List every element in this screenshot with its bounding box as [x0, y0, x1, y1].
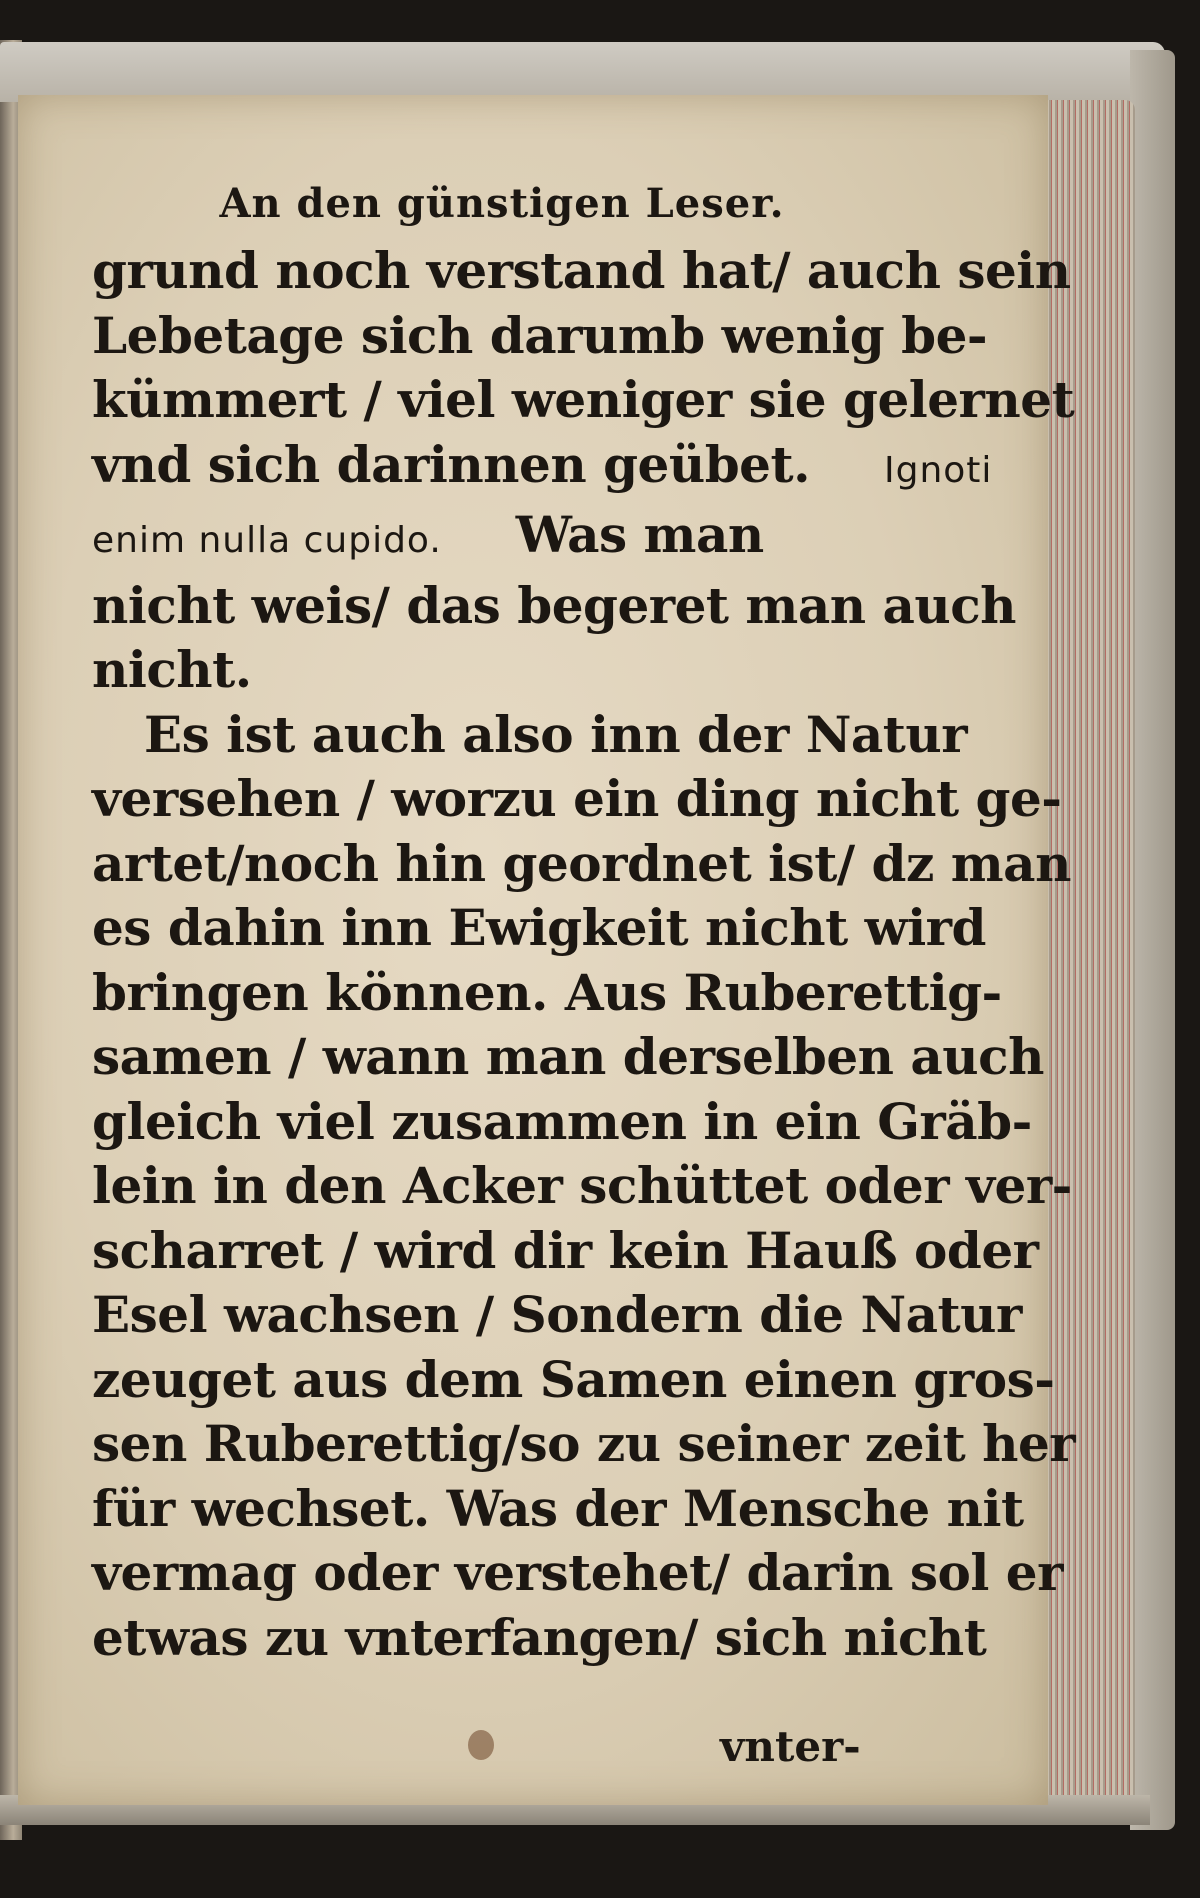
text-line — [92, 239, 1071, 304]
text-line — [92, 1541, 1063, 1606]
latin-text: Ignoti — [884, 449, 993, 491]
text-line — [92, 574, 1017, 639]
text-line — [92, 1025, 1044, 1090]
text-line — [92, 1154, 1072, 1219]
text-line — [92, 767, 1062, 832]
text-line — [92, 1606, 987, 1671]
line-text: vermag oder verstehet/ darin sol er — [92, 1543, 1063, 1602]
line-text: vnd sich darinnen geübet. — [92, 434, 810, 494]
line-text: für wechset. Was der Mensche nit — [92, 1478, 1024, 1538]
text-line — [92, 1477, 1024, 1542]
line-text: nicht. — [92, 640, 252, 699]
text-line — [92, 368, 1075, 433]
page-text-block — [92, 180, 1076, 1670]
text-line — [92, 832, 1071, 897]
line-text: zeuget aus dem Samen einen gros- — [92, 1349, 1055, 1409]
text-line — [92, 1090, 1032, 1155]
catchword: vnter- — [720, 1722, 861, 1771]
line-text: samen / wann man derselben auch — [92, 1027, 1044, 1086]
line-text: sen Ruberettig/so zu seiner zeit her — [92, 1414, 1076, 1473]
text-line — [92, 1283, 1022, 1348]
text-line — [92, 638, 912, 703]
line-text: nicht weis/ das begeret man auch — [92, 575, 1017, 635]
line-text: etwas zu vnterfangen/ sich nicht — [92, 1607, 987, 1667]
line-text: Es ist auch also inn der Natur — [144, 704, 968, 764]
line-text: versehen / worzu ein ding nicht ge- — [92, 769, 1062, 828]
text-line — [92, 703, 968, 768]
text-line — [92, 503, 912, 574]
line-text: bringen können. Aus Ruberettig- — [92, 962, 1002, 1022]
text-line — [92, 1219, 1039, 1284]
line-text: kümmert / viel weniger sie gelernet — [92, 370, 1075, 429]
line-text: Was man — [515, 505, 764, 564]
cover-right-edge — [1130, 50, 1175, 1830]
text-line — [92, 1348, 1055, 1413]
latin-text: enim nulla cupido. — [92, 520, 442, 561]
line-text: lein in den Acker schüttet oder ver- — [92, 1156, 1072, 1215]
text-lines — [92, 239, 1076, 1670]
line-text: grund noch verstand hat/ auch sein — [92, 241, 1071, 300]
line-text: gleich viel zusammen in ein Gräb- — [92, 1091, 1032, 1151]
text-line — [92, 961, 1002, 1026]
line-text: artet/noch hin geordnet ist/ dz man — [92, 833, 1071, 893]
running-head: An den günstigen Leser. — [219, 180, 785, 227]
line-text: es dahin inn Ewigkeit nicht wird — [92, 898, 986, 957]
line-text: Lebetage sich darumb wenig be- — [92, 305, 988, 365]
text-line — [92, 304, 988, 369]
ink-stain — [468, 1730, 494, 1760]
text-line — [92, 1412, 1076, 1477]
top-cover-edge — [0, 42, 1165, 102]
text-line — [92, 896, 986, 961]
text-line — [92, 433, 993, 504]
line-text: Esel wachsen / Sondern die Natur — [92, 1285, 1022, 1344]
line-text: scharret / wird dir kein Hauß oder — [92, 1220, 1039, 1280]
